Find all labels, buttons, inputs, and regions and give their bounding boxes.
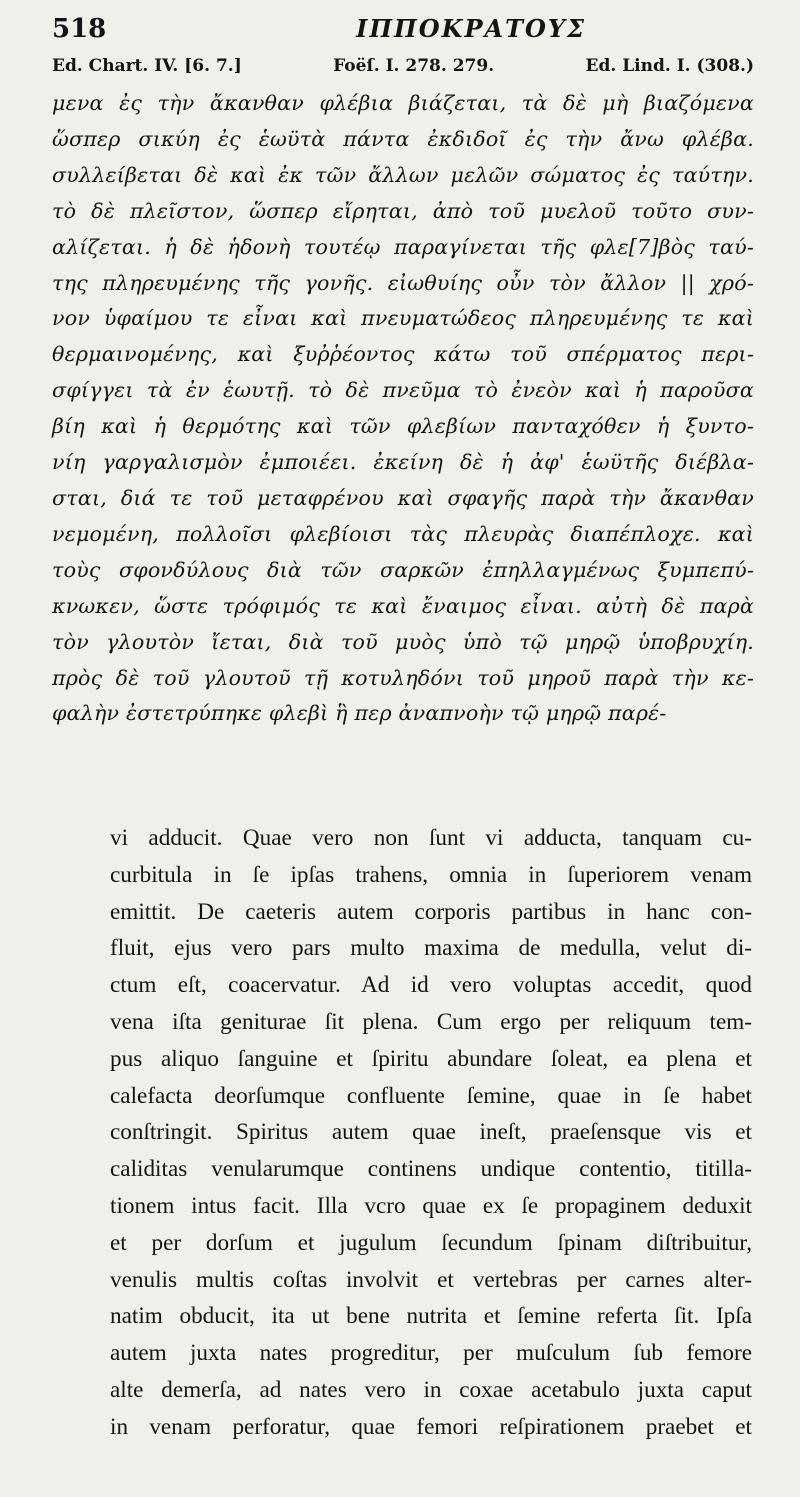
latin-text-line: calefacta deorſumque confluente ſemine, quae in ſe habet	[110, 1082, 752, 1109]
latin-text-line: pus aliquo ſanguine et ſpiritu abundare ſoleat, ea plena et	[110, 1045, 752, 1072]
latin-text-line: et per dorſum et jugulum ſecundum ſpinam diſtribuitur,	[110, 1229, 752, 1256]
greek-text-line: μενα ἐς τὴν ἄκανθαν φλέβια βιάζεται, τὰ δὲ μὴ βιαζόμενα	[52, 91, 754, 115]
chartier-ref: Ed. Chart. IV. [6. 7.]	[52, 56, 242, 76]
page-number: 518	[52, 14, 107, 44]
latin-text-block	[110, 820, 752, 1446]
greek-text-line: αλίζεται. ἡ δὲ ἡδονὴ τουτέῳ παραγίνεται τῆς φλε[7]βὸς ταύ-	[52, 234, 754, 259]
edition-references	[52, 56, 754, 82]
latin-text-line: autem juxta nates progreditur, per muſculum ſub femore	[110, 1340, 752, 1367]
greek-text-line: συλλείβεται δὲ καὶ ἐκ τῶν ἄλλων μελῶν σώματος ἐς ταύτην.	[52, 162, 754, 187]
greek-text-line: κνωκεν, ὥστε τρόφιμός τε καὶ ἔναιμος εἶναι. αὐτὴ δὲ παρὰ	[52, 593, 754, 618]
latin-text-line: alte demerſa, ad nates vero in coxae acetabulo juxta caput	[110, 1376, 752, 1403]
greek-text-line: σφίγγει τὰ ἐν ἑωυτῇ. τὸ δὲ πνεῦμα τὸ ἐνεὸν καὶ ἡ παροῦσα	[52, 378, 754, 403]
latin-text-line: caliditas venularumque continens undique contentio, titilla-	[110, 1156, 752, 1183]
greek-text-line: φαλὴν ἐστετρύπηκε φλεβὶ ἣ περ ἀναπνοὴν τῷ μηρῷ παρέ-	[52, 701, 667, 726]
latin-text-line: emittit. De caeteris autem corporis partibus in hanc con-	[110, 898, 752, 925]
greek-text-line: της πληρευμένης τῆς γονῆς. εἰωθυίης οὖν τὸν ἄλλον || χρό-	[52, 270, 754, 295]
latin-text-line: vi adducit. Quae vero non ſunt vi adducta, tanquam cu-	[110, 825, 752, 851]
foesius-ref: Foëſ. I. 278. 279.	[333, 56, 495, 76]
running-title: ΙΠΠΟΚΡΑΤΟΥΣ	[356, 14, 586, 43]
greek-text-line: νον ὑφαίμου τε εἶναι καὶ πνευματώδεος πληρευμένης τε καὶ	[52, 306, 754, 331]
greek-text-line: τοὺς σφονδύλους διὰ τῶν σαρκῶν ἐπηλλαγμένως ξυμπεπύ-	[52, 557, 754, 582]
greek-text-line: θερμαινομένης, καὶ ξυῤῥέοντος κάτω τοῦ σπέρματος περι-	[52, 342, 754, 367]
latin-text-line: curbitula in ſe ipſas trahens, omnia in ſuperiorem venam	[110, 861, 752, 888]
greek-text-line: τὸν γλουτὸν ἴεται, διὰ τοῦ μυὸς ὑπὸ τῷ μηρῷ ὑποβρυχίη.	[52, 629, 754, 654]
latin-text-line: venulis multis coſtas involvit et vertebras per carnes alter-	[110, 1266, 752, 1293]
greek-text-line: βίη καὶ ἡ θερμότης καὶ τῶν φλεβίων πανταχόθεν ἡ ξυντο-	[52, 414, 754, 439]
latin-text-line: in venam perforatur, quae femori reſpirationem praebet et	[110, 1413, 752, 1440]
greek-text-line: ὥσπερ σικύη ἐς ἑωϋτὰ πάντα ἐκδιδοῖ ἐς τὴν ἄνω φλέβα.	[52, 126, 754, 151]
linden-ref: Ed. Lind. I. (308.)	[585, 56, 754, 76]
latin-text-line: natim obducit, ita ut bene nutrita et ſemine referta ſit. Ipſa	[110, 1303, 752, 1330]
latin-text-line: vena iſta geniturae ſit plena. Cum ergo per reliquum tem-	[110, 1008, 752, 1035]
greek-text-block	[52, 86, 754, 732]
greek-text-line: πρὸς δὲ τοῦ γλουτοῦ τῇ κοτυληδόνι τοῦ μηροῦ παρὰ τὴν κε-	[52, 665, 754, 690]
latin-text-line: tionem intus facit. Illa vcro quae ex ſe propaginem deduxit	[110, 1192, 752, 1219]
greek-text-line: σται, διά τε τοῦ μεταφρένου καὶ σφαγῆς παρὰ τὴν ἄκανθαν	[52, 485, 754, 510]
latin-text-line: fluit, ejus vero pars multo maxima de medulla, velut di-	[110, 935, 752, 962]
latin-text-line: ctum eſt, coacervatur. Ad id vero voluptas accedit, quod	[110, 972, 752, 999]
greek-text-line: τὸ δὲ πλεῖστον, ὥσπερ εἴρηται, ἀπὸ τοῦ μυελοῦ τοῦτο συν-	[52, 198, 754, 223]
greek-text-line: νίη γαργαλισμὸν ἐμποιέει. ἐκείνη δὲ ἡ ἀφ' ἑωϋτῆς διέβλα-	[52, 450, 754, 475]
page-header	[52, 14, 754, 54]
latin-text-line: conſtringit. Spiritus autem quae ineſt, praeſensque vis et	[110, 1119, 752, 1146]
greek-text-line: νεμομένη, πολλοῖσι φλεβίοισι τὰς πλευρὰς διαπέπλοχε. καὶ	[52, 521, 754, 546]
